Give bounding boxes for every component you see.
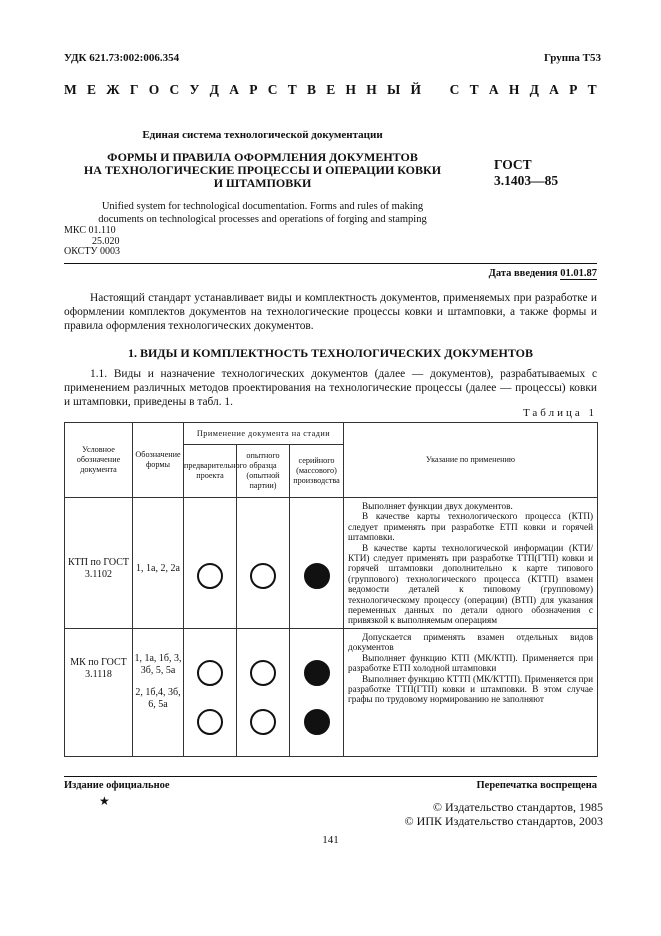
stage-empty-circle	[197, 563, 223, 589]
mks-code-second: 25.020	[92, 235, 120, 247]
copyright-line: © Издательство стандартов, 1985	[432, 800, 603, 814]
header-form	[133, 423, 184, 498]
star-icon: ★	[99, 794, 110, 808]
heading-letter: Й	[410, 82, 422, 97]
stage3-cell	[290, 498, 344, 629]
document-title	[64, 151, 461, 190]
header-doc	[65, 423, 133, 498]
udk-code: УДК 621.73:002:006.354	[64, 52, 180, 64]
group-code: Группа Т53	[543, 52, 601, 64]
english-title	[64, 200, 461, 226]
header-stage1-text: предварительного проекта	[184, 461, 247, 480]
heading-letter: С	[449, 82, 460, 97]
stage1-cell	[184, 628, 237, 756]
footer-divider	[64, 776, 597, 777]
note-text: В качестве карты технологической информации (КТИ/КТИ) следует применять при разработке ТТП(ГТП) ковки и горячей штамповки дополнительно к карте типового (группового) технологического процесса (КТТП) взамен ведомости деталей к типовому (групповому) технологическому процессу (операции) (ВТП) для указания переменных данных по детали одного обозначения с привязкой к выполняемым операциям	[348, 542, 594, 626]
paragraph-1-1: 1.1. Виды и назначение технологических документов (далее — документов), разрабатываемых с применением различных методов проектирования на технологические процессы (далее — процессы) ковки и штамповки, приведены в табл. 1.	[64, 368, 597, 408]
row-form	[133, 628, 184, 756]
header-stage3-text: серийного (массового) производства	[293, 456, 340, 485]
heading-letter: О	[148, 82, 160, 97]
heading-letter: М	[64, 82, 77, 97]
heading-letter: Е	[87, 82, 97, 97]
table-row	[65, 628, 598, 756]
copyright-block	[405, 801, 603, 828]
stage-filled-circle	[304, 660, 330, 686]
gost-number	[494, 157, 558, 189]
note-text: Допускается применять взамен отдельных видов документов	[348, 631, 594, 653]
stage-empty-circle	[197, 709, 223, 735]
intro-date-label: Дата введения	[488, 268, 558, 279]
heading-letter: Н	[345, 82, 357, 97]
stage2-cell	[237, 498, 290, 629]
table-row	[65, 498, 598, 629]
heading-letter: Е	[326, 82, 336, 97]
heading-letter: А	[229, 82, 239, 97]
heading-letter: Н	[508, 82, 520, 97]
gost-code: 3.1403—85	[494, 173, 559, 188]
heading-letter: Ы	[387, 82, 401, 97]
title-line: НА ТЕХНОЛОГИЧЕСКИЕ ПРОЦЕССЫ И ОПЕРАЦИИ КОВКИ	[83, 163, 442, 177]
heading-letter: Т	[287, 82, 297, 97]
header-stage1	[184, 445, 247, 498]
row-doc-text: КТП по ГОСТ 3.1102	[67, 557, 129, 580]
heading-letter: Р	[569, 82, 578, 97]
official-edition: Издание официальное	[64, 780, 170, 791]
interstate-standard-heading	[64, 82, 597, 98]
section-heading: 1. ВИДЫ И КОМПЛЕКТНОСТЬ ТЕХНОЛОГИЧЕСКИХ ДОКУМЕНТОВ	[127, 346, 534, 360]
row-doc	[65, 628, 133, 756]
header-stage2-text: опытного образца (опытной партии)	[246, 451, 280, 490]
heading-letter: Г	[129, 82, 139, 97]
stage-filled-circle	[304, 709, 330, 735]
heading-letter: Д	[209, 82, 219, 97]
stage2-cell	[237, 628, 290, 756]
row-form	[133, 498, 184, 629]
note-text: Выполняет функцию КТТП (МК/КТТП). Применяется при разработке ТТП(ГТП) ковки и штамповки. В этом случае графы по трудовому нормированию не заполняют	[348, 673, 594, 705]
intro-paragraph: Настоящий стандарт устанавливает виды и комплектность документов, применяемых при разработке и оформлении комплектов документов на технологические процессы ковки и штамповки, а также формы и правила оформления технологических документов.	[64, 292, 597, 332]
heading-letter	[431, 82, 439, 98]
heading-letter: А	[549, 82, 559, 97]
reprint-notice: Перепечатка воспрещена	[476, 780, 597, 791]
heading-letter: С	[267, 82, 278, 97]
stage-empty-circle	[250, 563, 276, 589]
heading-letter: Р	[249, 82, 258, 97]
divider	[64, 263, 597, 264]
introduction-date	[489, 268, 597, 279]
note-text: Выполняет функции двух документов.	[362, 501, 513, 511]
heading-letter: Д	[529, 82, 539, 97]
header-notes-text: Указание по применению	[426, 455, 515, 464]
header-stage-group-text: Применение документа на стадии	[196, 428, 331, 438]
heading-letter: У	[189, 82, 200, 97]
page-number: 141	[322, 834, 339, 846]
classification-codes	[64, 226, 120, 258]
heading-letter: С	[169, 82, 180, 97]
row-doc	[65, 498, 133, 629]
note-text: Выполняет функцию КТП (МК/КТП). Применяется при разработке ЕТП холодной штамповки	[348, 652, 594, 674]
row-form-text: 2, 1б,4, 3б, 6, 5а	[135, 686, 181, 710]
header-stage-group	[184, 423, 344, 445]
stage3-cell	[290, 628, 344, 756]
header-notes	[344, 423, 598, 498]
intro-date-value: 01.01.87	[560, 268, 597, 279]
heading-letter: Т	[469, 82, 479, 97]
stage-filled-circle	[304, 563, 330, 589]
okstu-code: ОКСТУ 0003	[64, 246, 121, 258]
header-stage2	[237, 445, 290, 498]
stage-empty-circle	[197, 660, 223, 686]
system-title: Единая система технологической документации	[142, 129, 383, 141]
copyright-line: © ИПК Издательство стандартов, 2003	[404, 813, 603, 828]
heading-letter: В	[306, 82, 316, 97]
stage1-cell	[184, 498, 237, 629]
header-doc-text: Условное обозначение документа	[76, 445, 121, 474]
row-doc-text: МК по ГОСТ 3.1118	[70, 656, 127, 680]
heading-letter: Т	[587, 82, 597, 97]
english-title-line: documents on technological processes and operations of forging and stamping	[98, 214, 427, 225]
title-line: И ШТАМПОВКИ	[213, 176, 312, 190]
english-title-line: Unified system for technological documentation. Forms and rules of making	[101, 201, 424, 212]
mks-code: МКС 01.110	[64, 225, 116, 236]
table-caption: Таблица 1	[522, 407, 597, 419]
row-notes	[344, 628, 598, 756]
header-stage3	[290, 445, 344, 498]
row-form-text: 1, 1а, 2, 2а	[136, 563, 180, 574]
heading-letter: А	[488, 82, 499, 97]
row-form-text: 1, 1а, 1б, 3, 3б, 5, 5а	[134, 652, 182, 676]
heading-letter: Ж	[106, 82, 120, 97]
heading-letter: Н	[366, 82, 377, 97]
note-text: В качестве карты технологического процесса (КТП) следует применять при разработке ЕТП ковки и горячей штамповки.	[348, 511, 594, 543]
stage-empty-circle	[250, 709, 276, 735]
header-form-text: Обозначение формы	[135, 450, 181, 469]
row-notes	[344, 498, 598, 629]
documents-table	[64, 422, 598, 757]
gost-label: ГОСТ	[494, 157, 532, 172]
stage-empty-circle	[250, 660, 276, 686]
title-line: ФОРМЫ И ПРАВИЛА ОФОРМЛЕНИЯ ДОКУМЕНТОВ	[107, 150, 418, 164]
